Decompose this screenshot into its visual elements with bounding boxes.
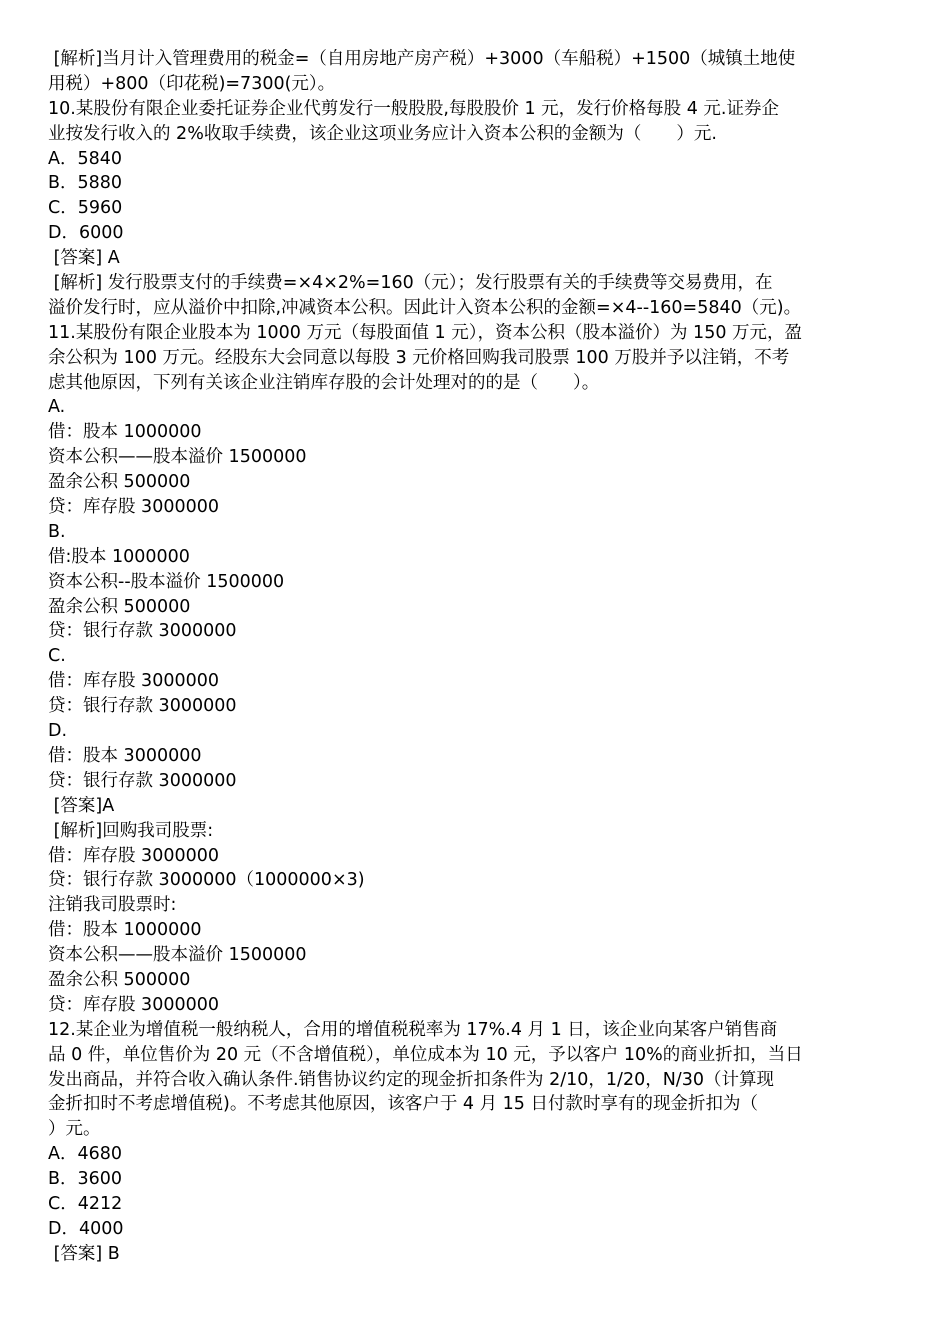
- text-line: [答案] B: [48, 1243, 120, 1264]
- text-line: 余公积为 100 万元。经股东大会同意以每股 3 元价格回购我司股票 100 万股并予以注销，不考: [48, 347, 790, 368]
- text-line: 盈余公积 500000: [48, 596, 191, 617]
- text-line: 盈余公积 500000: [48, 969, 191, 990]
- text-line: 虑其他原因，下列有关该企业注销库存股的会计处理对的的是（ ）。: [48, 372, 600, 393]
- document-page: [48, 47, 912, 1267]
- text-line: 贷：库存股 3000000: [48, 994, 220, 1015]
- text-line: [解析] 发行股票支付的手续费=×4×2%=160（元）；发行股票有关的手续费等交易费用，在: [48, 273, 773, 294]
- text-line: 金折扣时不考虑增值税)。不考虑其他原因，该客户于 4 月 15 日付款时享有的现金折扣为（: [48, 1094, 758, 1115]
- text-line: 借：库存股 3000000: [48, 845, 220, 866]
- text-line: 借：股本 1000000: [48, 920, 202, 941]
- text-line: D．4000: [48, 1218, 124, 1239]
- text-line: 业按发行收入的 2%收取手续费，该企业这项业务应计入资本公积的金额为（ ）元.: [48, 123, 717, 144]
- text-line: 11.某股份有限企业股本为 1000 万元（每股面值 1 元），资本公积（股本溢价）为 150 万元，盈: [48, 322, 803, 343]
- text-line: C.: [48, 646, 66, 667]
- text-line: 贷：银行存款 3000000: [48, 770, 237, 791]
- text-line: 品 0 件，单位售价为 20 元（不含增值税），单位成本为 10 元，予以客户 10%的商业折扣，当日: [48, 1044, 803, 1065]
- text-line: 溢价发行时，应从溢价中扣除,冲减资本公积。因此计入资本公积的金额=×4--160=5840（元)。: [48, 297, 802, 318]
- text-line: B．5880: [48, 173, 123, 194]
- text-line: 资本公积--股本溢价 1500000: [48, 571, 285, 592]
- text-line: A.: [48, 397, 66, 418]
- text-line: [答案]A: [48, 795, 115, 816]
- text-line: 12.某企业为增值税一般纳税人，合用的增值税税率为 17%.4 月 1 日，该企业向某客户销售商: [48, 1019, 778, 1040]
- text-line: 借：股本 3000000: [48, 745, 202, 766]
- text-line: A．4680: [48, 1144, 123, 1165]
- text-line: B．3600: [48, 1169, 123, 1190]
- text-line: 用税）+800（印花税)=7300(元）。: [48, 73, 336, 94]
- text-line: C．5960: [48, 198, 123, 219]
- text-line: A．5840: [48, 148, 123, 169]
- text-line: 贷：银行存款 3000000: [48, 621, 237, 642]
- text-line: 借：库存股 3000000: [48, 671, 220, 692]
- text-line: [解析]当月计入管理费用的税金=（自用房地产房产税）+3000（车船税）+1500（城镇土地使: [48, 49, 796, 69]
- text-line: 注销我司股票时:: [48, 895, 177, 916]
- text-line: 资本公积——股本溢价 1500000: [48, 447, 307, 468]
- text-line: [答案] A: [48, 248, 120, 269]
- text-line: 发出商品，并符合收入确认条件.销售协议约定的现金折扣条件为 2/10，1/20，N/30（计算现: [48, 1069, 774, 1090]
- text-line: D．6000: [48, 223, 124, 244]
- text-line: 资本公积——股本溢价 1500000: [48, 945, 307, 966]
- text-line: 盈余公积 500000: [48, 472, 191, 493]
- text-line: 借：股本 1000000: [48, 422, 202, 443]
- text-line: 借:股本 1000000: [48, 546, 190, 567]
- text-line: 贷：库存股 3000000: [48, 497, 220, 518]
- text-line: [解析]回购我司股票:: [48, 820, 214, 841]
- text-line: 贷：银行存款 3000000（1000000×3): [48, 870, 365, 891]
- text-line: B.: [48, 521, 66, 542]
- text-line: D.: [48, 721, 68, 742]
- text-line: ）元。: [48, 1119, 101, 1140]
- text-line: C．4212: [48, 1193, 123, 1214]
- text-line: 贷：银行存款 3000000: [48, 696, 237, 717]
- text-line: 10.某股份有限企业委托证券企业代剪发行一般股股,每股股价 1 元，发行价格每股 4 元.证券企: [48, 98, 779, 119]
